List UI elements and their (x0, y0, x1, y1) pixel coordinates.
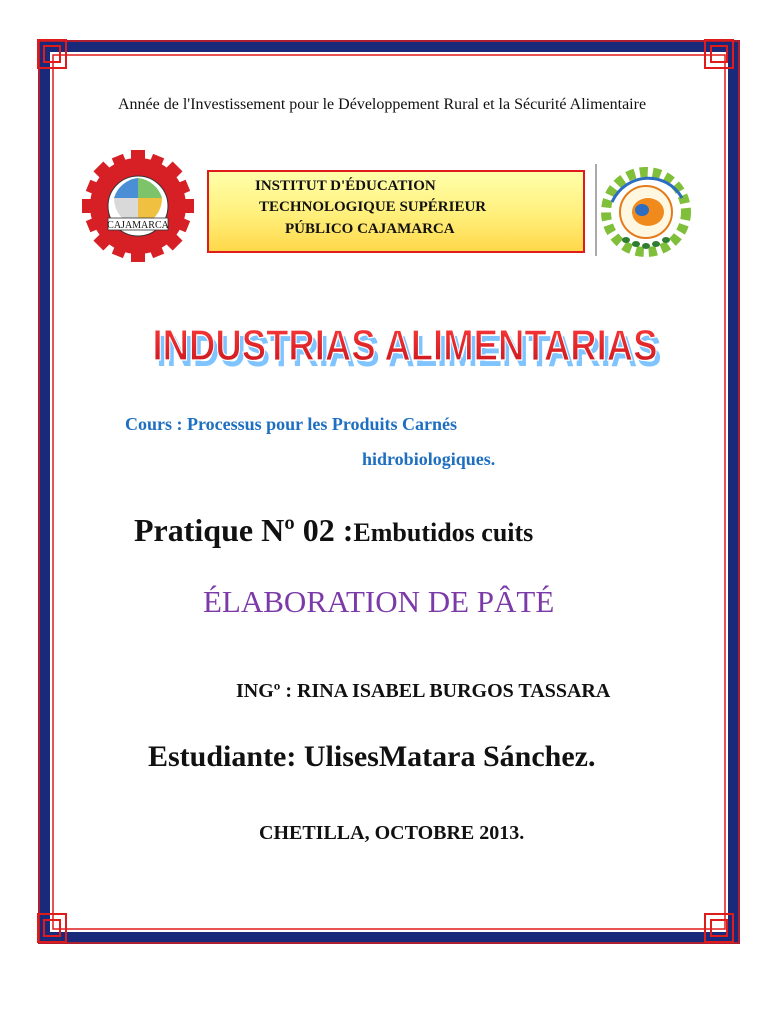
institute-line-2: TECHNOLOGIQUE SUPÉRIEUR (259, 199, 487, 215)
seal-city-label: CAJAMARCA (107, 220, 169, 231)
institute-name-box (207, 170, 585, 253)
program-emblem-logo (592, 162, 696, 258)
program-title-shadow: INDUSTRIAS ALIMENTARIAS (156, 327, 662, 376)
practice-heading (134, 512, 533, 549)
practice-number: Pratique Nº 02 : (134, 512, 354, 548)
year-motto: Année de l'Investissement pour le Développement Rural et la Sécurité Alimentaire (118, 96, 647, 113)
practice-subject: Embutidos cuits (353, 518, 534, 547)
student-name: Estudiante: UlisesMatara Sánchez. (148, 740, 596, 773)
topic-title: ÉLABORATION DE PÂTÉ (203, 584, 555, 619)
institute-line-3: PÚBLICO CAJAMARCA (285, 221, 455, 237)
institute-line-1: INSTITUT D'ÉDUCATION (255, 178, 436, 194)
course-line-1: Cours : Processus pour les Produits Carnés (125, 414, 458, 434)
program-title-text: INDUSTRIAS ALIMENTARIAS (152, 321, 658, 370)
institute-seal-logo (76, 150, 200, 262)
course-line-2: hidrobiologiques. (362, 449, 496, 469)
teacher-name: INGº : RINA ISABEL BURGOS TASSARA (236, 680, 611, 702)
program-title (140, 300, 670, 390)
place-date: CHETILLA, OCTOBRE 2013. (259, 822, 525, 844)
